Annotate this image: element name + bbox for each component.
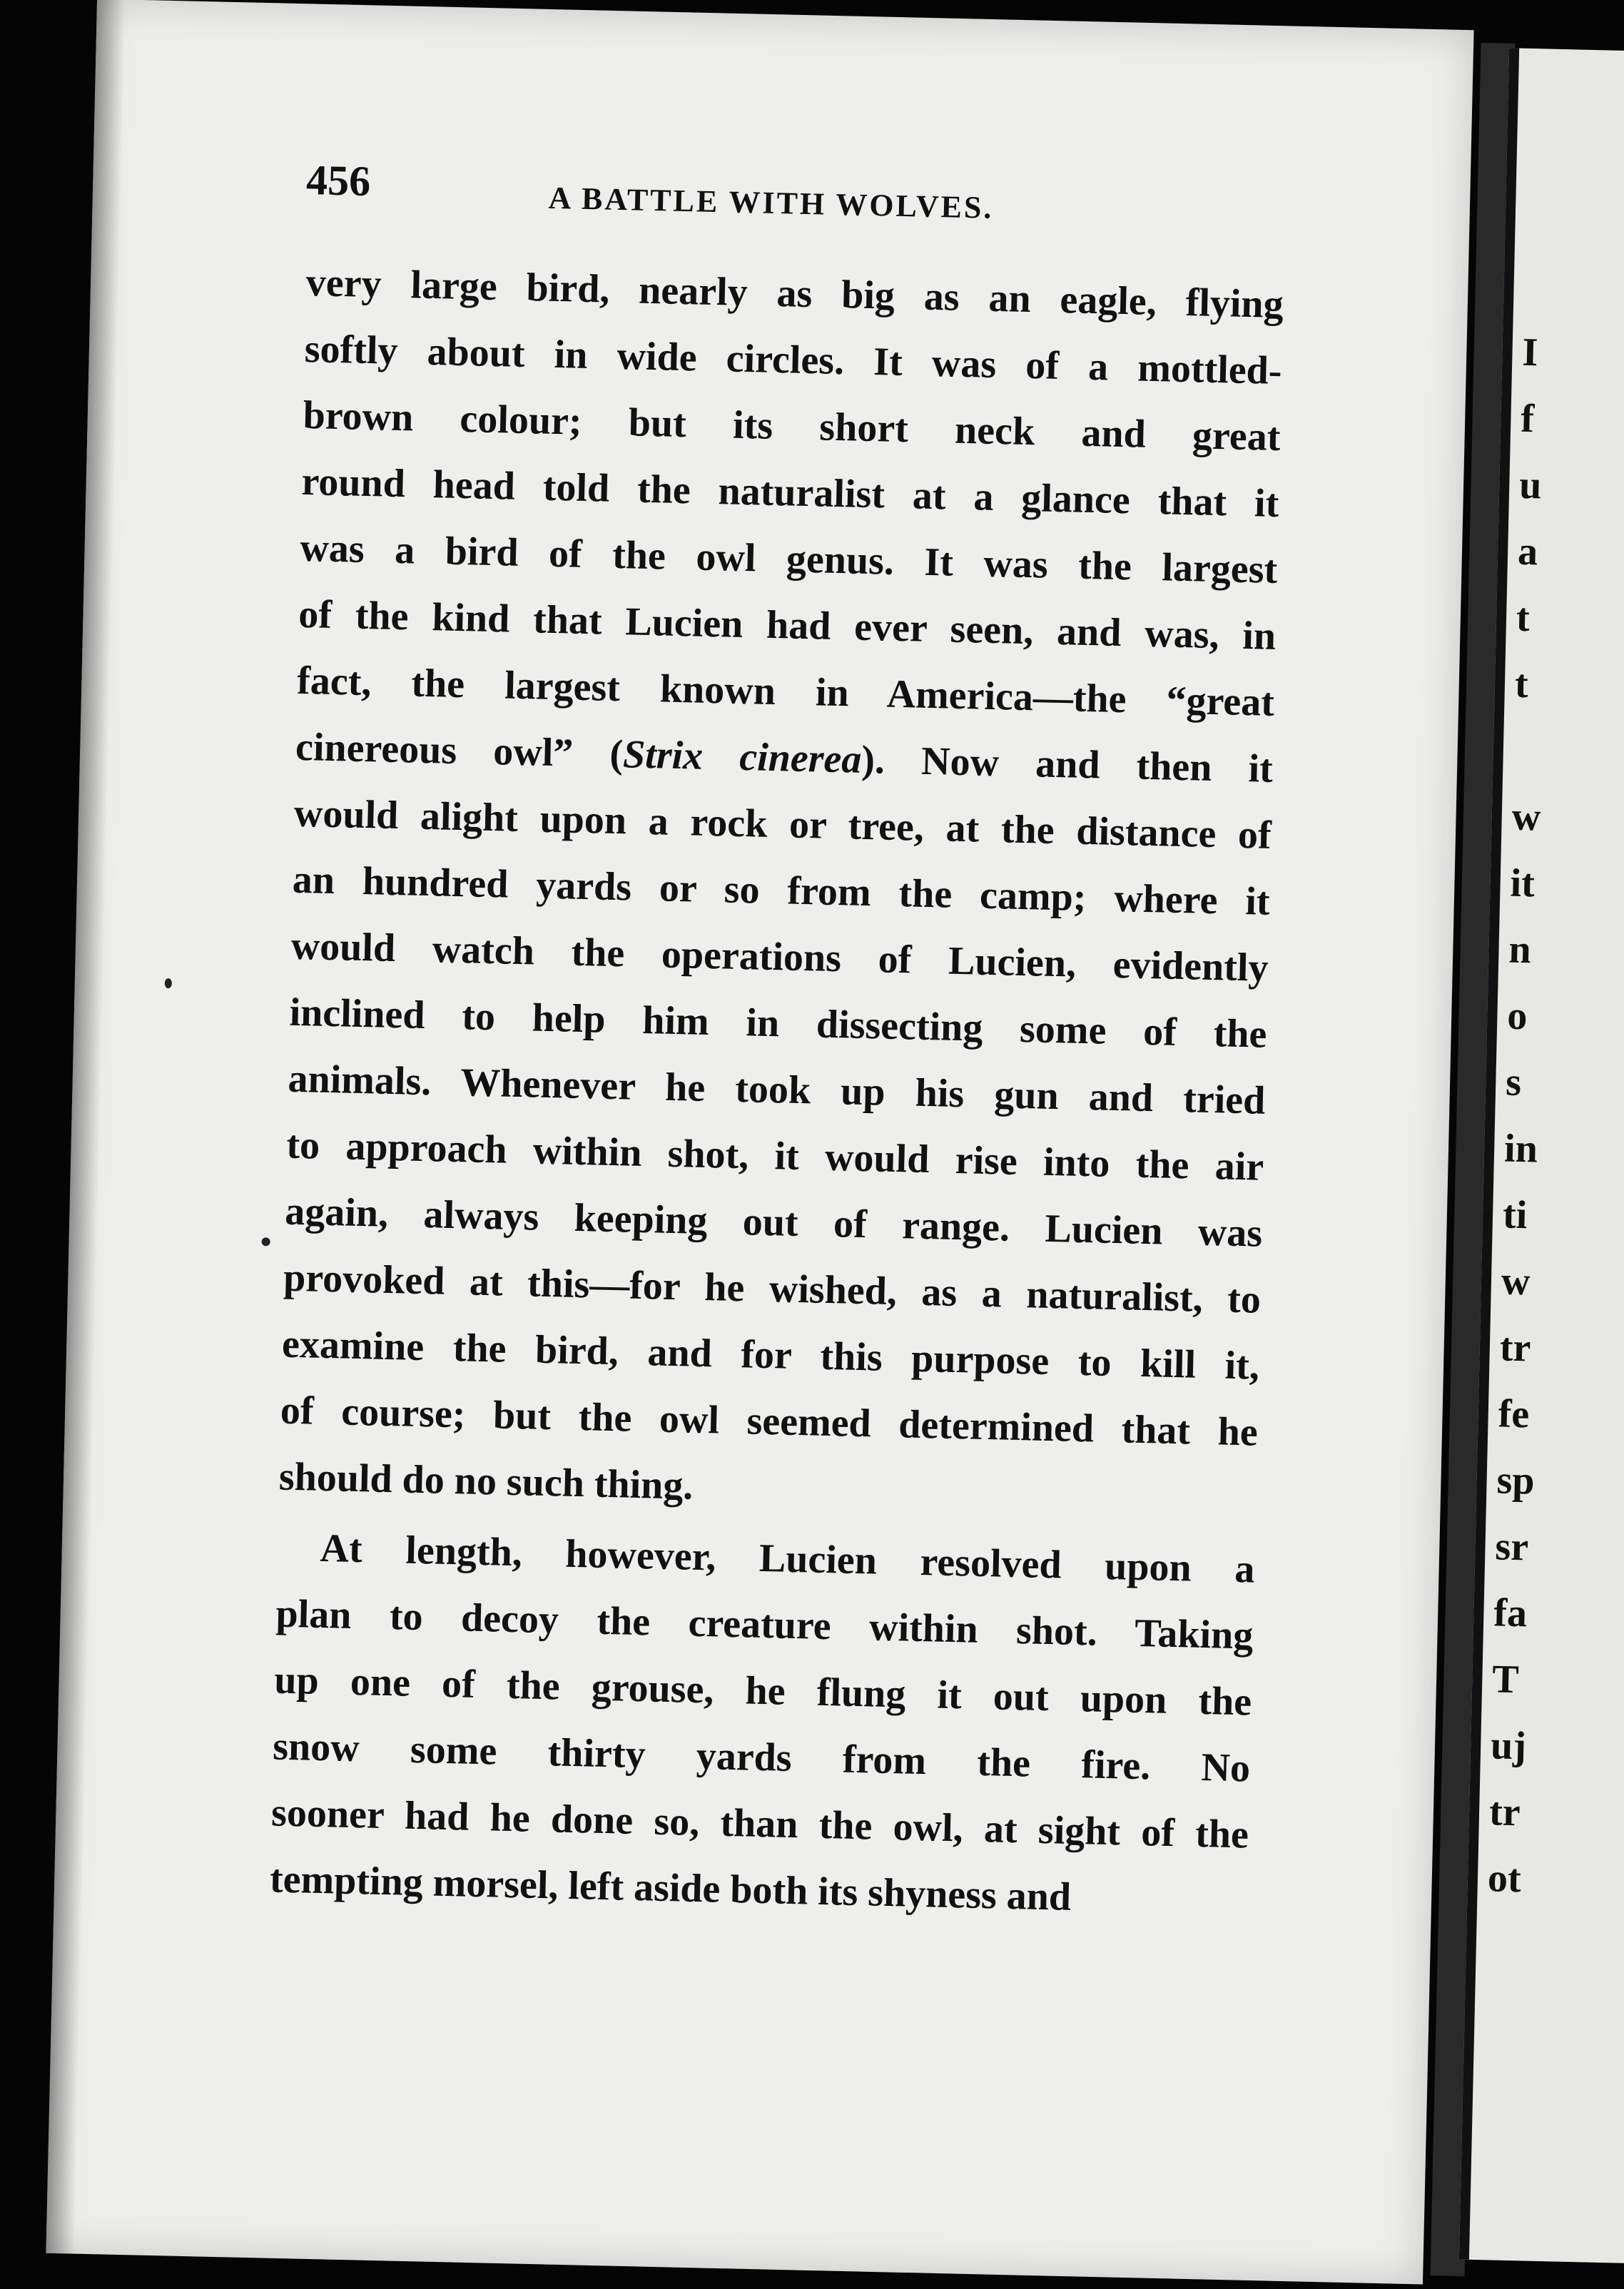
fragment-line: tr <box>1499 1325 1532 1371</box>
text-line: up one of the grouse, he flung it out upon the <box>273 1658 1252 1725</box>
fragment-line: t <box>1516 595 1531 641</box>
body-text <box>269 250 1284 1934</box>
text-line: would watch the operations of Lucien, evidently <box>290 923 1269 990</box>
fragment-line: in <box>1503 1126 1538 1172</box>
fragment-line: ot <box>1487 1856 1522 1902</box>
text-line: would alight upon a rock or tree, at the distance of <box>293 791 1272 858</box>
fragment-line: f <box>1520 396 1535 442</box>
text-line: plan to decoy the creature within shot. Taking <box>275 1591 1254 1658</box>
fragment-line: n <box>1508 927 1532 973</box>
text-line: of course; but the owl seemed determined that he <box>280 1388 1259 1455</box>
text-line: again, always keeping out of range. Lucien was <box>284 1189 1263 1256</box>
text-line: round head told the naturalist at a glance that it <box>300 459 1279 526</box>
fragment-line: sr <box>1494 1524 1529 1570</box>
fragment-line: u <box>1518 462 1543 508</box>
fragment-line: ti <box>1502 1192 1528 1238</box>
text-line: was a bird of the owl genus. It was the largest <box>299 525 1278 592</box>
page-number: 456 <box>305 156 371 205</box>
fragment-line: it <box>1509 861 1536 906</box>
fragment-line: tr <box>1488 1790 1521 1835</box>
fragment-line: I <box>1521 330 1539 375</box>
text-line: sooner had he done so, than the owl, at sight of the <box>270 1790 1249 1857</box>
text-line: of the kind that Lucien had ever seen, and was, in <box>298 592 1277 659</box>
text-line: inclined to help him in dissecting some of the <box>289 990 1268 1057</box>
text-line: softly about in wide circles. It was of a mottled- <box>304 326 1283 394</box>
text-line: animals. Whenever he took up his gun and tried <box>287 1056 1266 1123</box>
fragment-line: T <box>1491 1657 1520 1702</box>
paragraph <box>269 1515 1255 1935</box>
text-line: tempting morsel, left aside both its shyness and <box>269 1857 1072 1919</box>
text-line: examine the bird, and for this purpose to kill it, <box>281 1321 1260 1389</box>
text-line: cinereous owl” (Strix cinerea). Now and then it <box>295 724 1274 791</box>
fragment-line: a <box>1517 529 1538 574</box>
fragment-line: s <box>1505 1060 1522 1105</box>
text-line: At length, however, Lucien resolved upon a <box>320 1526 1256 1592</box>
fragment-line: fe <box>1498 1391 1530 1437</box>
paragraph <box>278 250 1284 1533</box>
fragment-line: o <box>1506 993 1528 1039</box>
fragment-line: w <box>1501 1259 1531 1304</box>
text-line: should do no such thing. <box>278 1454 694 1508</box>
ink-speck <box>165 978 172 988</box>
fragment-line: uj <box>1490 1723 1527 1769</box>
fragment-line: w <box>1511 794 1541 840</box>
text-line: very large bird, nearly as big as an eagle, flying <box>305 260 1284 328</box>
text-line: an hundred yards or so from the camp; where it <box>292 857 1271 924</box>
text-line: brown colour; but its short neck and great <box>303 392 1282 460</box>
fragment-gap <box>1503 717 1624 788</box>
fragment-line: t <box>1514 661 1529 707</box>
text-line: provoked at this—for he wished, as a naturalist, to <box>283 1255 1262 1322</box>
ink-speck <box>262 1237 270 1246</box>
running-head: A BATTLE WITH WOLVES. <box>548 180 994 225</box>
fragment-line: fa <box>1493 1590 1528 1636</box>
text-line: snow some thirty yards from the fire. No <box>272 1724 1251 1791</box>
text-line: to approach within shot, it would rise into the air <box>285 1122 1264 1189</box>
fragment-line: sp <box>1496 1458 1536 1503</box>
text-line: fact, the largest known in America—the “great <box>296 658 1275 725</box>
